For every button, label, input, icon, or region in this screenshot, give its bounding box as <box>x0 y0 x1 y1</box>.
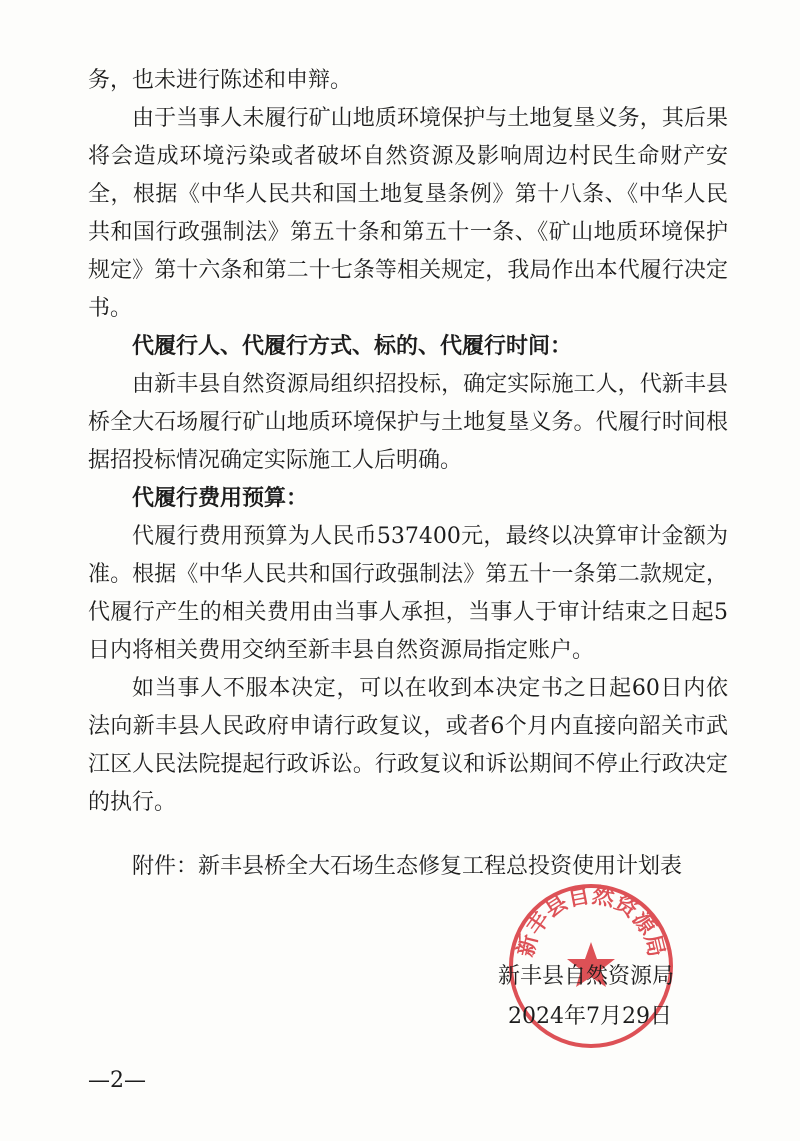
paragraph-budget: 代履行费用预算为人民币537400元，最终以决算审计金额为准。根据《中华人民共和国行政强制法》第五十一条第二款规定，代履行产生的相关费用由当事人承担，当事人于审计结束之日起5日内将相关费用交纳至新丰县自然资源局指定账户。 <box>88 524 728 663</box>
page-number: —2— <box>88 1068 146 1093</box>
section-heading-budget: 代履行费用预算： <box>132 486 309 511</box>
signature-date: 2024年7月29日 <box>508 1004 672 1029</box>
paragraph-legal-basis: 由于当事人未履行矿山地质环境保护与土地复垦义务，其后果将会造成环境污染或者破坏自然资源及影响周边村民生命财产安全，根据《中华人民共和国土地复垦条例》第十八条、《中华人民共和国行政强制法》第五十条和第五十一条、《矿山地质环境保护规定》第十六条和第二十七条等相关规定，我局作出本代履行决定书。 <box>88 106 728 321</box>
attachment-line: 附件：新丰县桥全大石场生态修复工程总投资使用计划表 <box>132 854 683 879</box>
signature-organization: 新丰县自然资源局 <box>498 964 675 989</box>
seal-text: 新丰县自然资源局 <box>512 882 670 960</box>
paragraph-continuation: 务，也未进行陈述和申辩。 <box>88 68 353 93</box>
paragraph-executor-method: 由新丰县自然资源局组织招投标，确定实际施工人，代新丰县桥全大石场履行矿山地质环境保护与土地复垦义务。代履行时间根据招投标情况确定实际施工人后明确。 <box>88 372 728 473</box>
paragraph-appeal: 如当事人不服本决定，可以在收到本决定书之日起60日内依法向新丰县人民政府申请行政复议，或者6个月内直接向韶关市武江区人民法院提起行政诉讼。行政复议和诉讼期间不停止行政决定的执行。 <box>88 676 728 815</box>
section-heading-executor: 代履行人、代履行方式、标的、代履行时间： <box>132 334 573 359</box>
